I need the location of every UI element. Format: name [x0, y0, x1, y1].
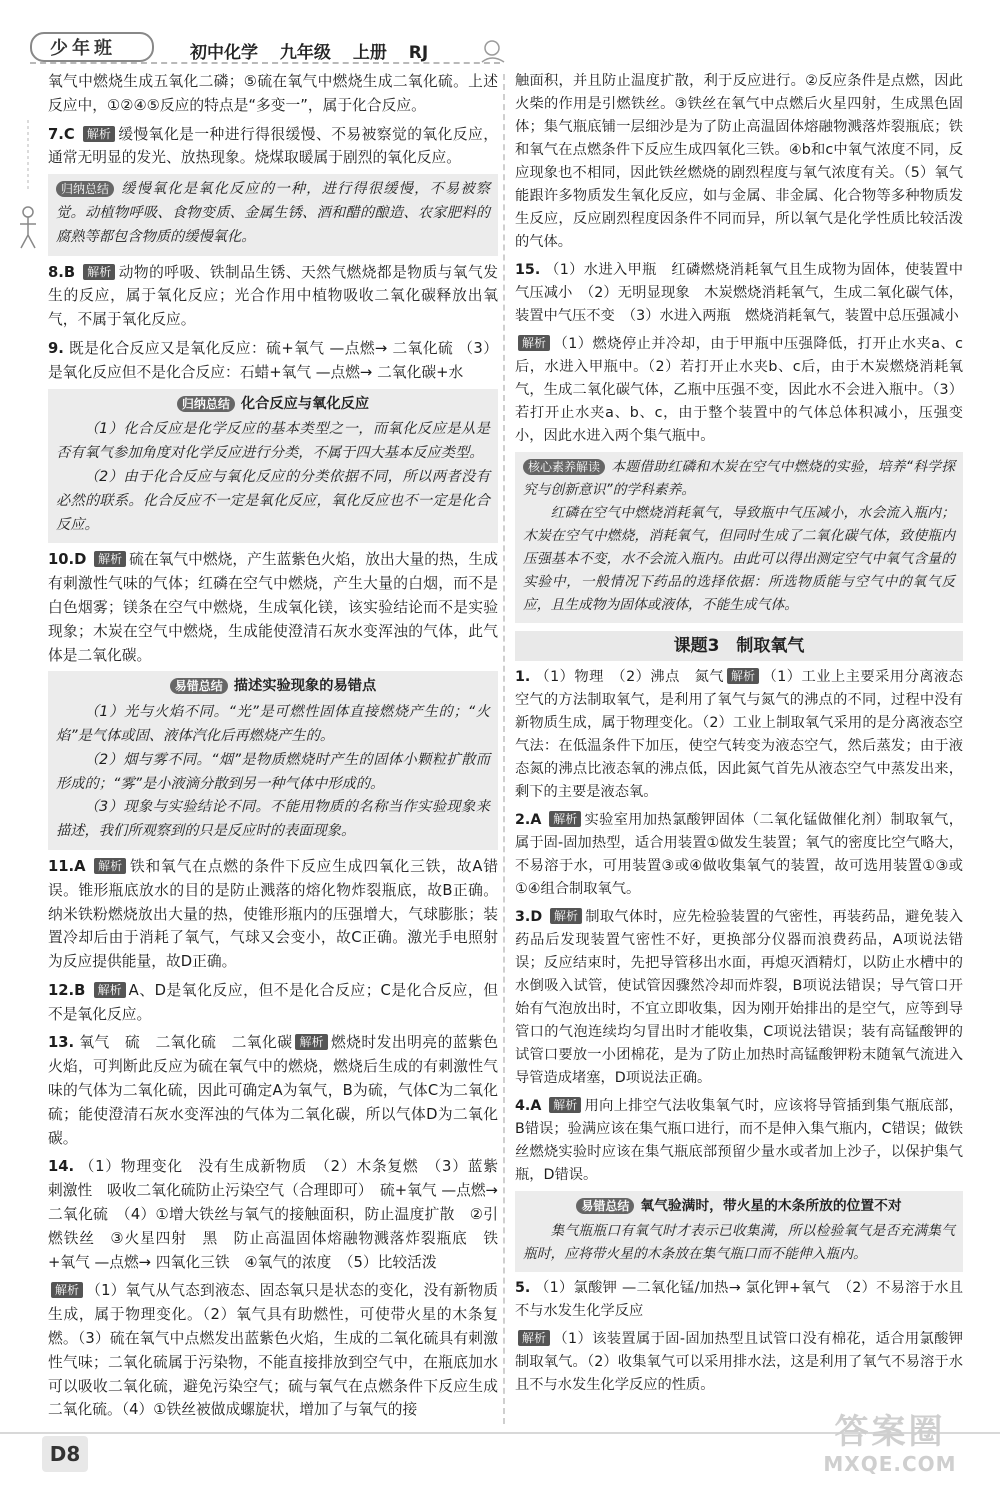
brand-logo-text: 少年班 [50, 38, 116, 59]
question-number: 13. [48, 1034, 75, 1052]
column-divider [503, 74, 505, 1424]
answer-item [48, 337, 498, 385]
summary-paragraph: （2）由于化合反应与氧化反应的分类依据不同，所以两者没有必然的联系。化合反应不一定是氧化反应，氧化反应也不一定是化合反应。 [56, 468, 490, 533]
analysis-tag: 解析 [295, 1034, 327, 1050]
watermark-logo: 答案圈 MXQE.COM [823, 1412, 957, 1476]
answer-item [48, 855, 498, 974]
summary-paragraph [56, 178, 490, 249]
paragraph: 氧气中燃烧生成五氧化二磷；⑤硫在氧气中燃烧生成二氧化硫。上述反应中，①②④⑤反应的特点是“多变一”，属于化合反应。 [48, 73, 498, 114]
question-number: 11.A [48, 857, 86, 875]
answer-item [48, 123, 498, 171]
explanation-text: （1）工业上主要采用分离液态空气的方法制取氧气，是利用了氧气与氮气的沸点的不同，过程中没有新物质生成，属于物理变化。（2）工业上制取氧气采用的是分离液态空气法：在低温条件下加压，使空气转变为液态空气，然后蒸发；由于液态氮的沸点比液态氧的沸点低，因此氮气首先从液态空气中蒸发出来，剩下的主要是液态氧。 [515, 669, 963, 800]
page-number: D8 [42, 1436, 88, 1472]
summary-tag: 易错总结 [170, 678, 228, 694]
question-number: 10.D [48, 551, 87, 569]
grade-label: 九年级 [279, 43, 331, 63]
answer-item [515, 333, 963, 448]
answer-item [515, 1095, 963, 1187]
analysis-tag: 解析 [83, 126, 115, 142]
left-column [48, 70, 513, 1422]
analysis-tag: 解析 [518, 335, 550, 351]
question-number: 5. [515, 1280, 531, 1296]
summary-paragraph: （2）烟与雾不同。“烟”是物质燃烧时产生的固体小颗粒扩散而形成的；“雾”是小液滴分散到另一种气体中形成的。 [56, 751, 490, 792]
explanation-text: （1）水进入甲瓶 红磷燃烧消耗氧气且生成物为固体，使装置中气压减小 （2）无明显现象 木炭燃烧消耗氧气，生成二氧化碳气体，装置中气压不变 （3）水进入两瓶 燃烧消耗氧气，装置中总压强减小 [515, 262, 963, 324]
analysis-tag: 解析 [518, 1330, 550, 1346]
answer-item [48, 261, 498, 332]
analysis-tag: 解析 [94, 982, 126, 998]
question-number: 14. [48, 1158, 75, 1176]
question-number: 12.B [48, 981, 86, 999]
summary-paragraph: 集气瓶瓶口有氧气时才表示已收集满，所以检验氧气是否充满集气瓶时，应将带火星的木条放在集气瓶口而不能伸入瓶内。 [523, 1223, 955, 1262]
summary-paragraph: 红磷在空气中燃烧消耗氧气，导致瓶中气压减小，水会流入瓶内；木炭在空气中燃烧，消耗氧气，但同时生成了二氧化碳气体，致使瓶内压强基本不变，水不会流入瓶内。由此可以得出测定空气中氧气含量的实验中，一般情况下药品的选择依据：所选物质能与空气中的氧气反应，且生成物为固体或液体，不能生成气体。 [523, 505, 955, 613]
summary-box [515, 452, 963, 623]
explanation-text: 用向上排空气法收集氧气时，应该将导管插到集气瓶底部，B错误；验满应该在集气瓶口进行，而不是伸入集气瓶内，C错误；做铁丝燃烧实验时应该在集气瓶底部预留少量水或者加上沙子，以保护集气瓶，D错误。 [515, 1098, 963, 1183]
summary-heading: 氧气验满时，带火星的木条所放的位置不对 [640, 1198, 902, 1214]
analysis-tag: 解析 [94, 858, 126, 874]
explanation-text: （1）燃烧停止并冷却，由于甲瓶中压强降低，打开止水夹a、c后，水进入甲瓶中。（2）若打开止水夹b、c后，由于木炭燃烧消耗氧气，生成二氧化碳气体，乙瓶中压强不变，因此水不会进入瓶中。（3）若打开止水夹a、b、c，由于整个装置中的气体总体积减小，压强变小，因此水进入两个集气瓶中。 [515, 336, 963, 444]
summary-text: 本题借助红磷和木炭在空气中燃烧的实验，培养“科学探究与创新意识”的学科素养。 [523, 459, 955, 498]
answer-item [515, 1328, 963, 1397]
book-meta [190, 38, 444, 63]
summary-paragraph: （3）现象与实验结论不同。不能用物质的名称当作实验现象来描述，我们所观察到的只是反应时的表面现象。 [56, 799, 490, 840]
explanation-text: 缓慢氧化是一种进行得很缓慢、不易被察觉的氧化反应，通常无明显的发光、放热现象。烧煤取暖属于剧烈的氧化反应。 [48, 125, 498, 167]
summary-paragraph: （1）化合反应是化学反应的基本类型之一，而氧化反应是从是否有氧气参加角度对化学反应进行分类，不属于四大基本反应类型。 [56, 421, 490, 462]
subject-label: 初中化学 [190, 43, 258, 63]
answer-item [48, 1031, 498, 1150]
header-divider [30, 62, 500, 64]
answer-item [48, 1279, 498, 1422]
question-number: 1. [515, 669, 531, 685]
explanation-text: 既是化合反应又是氧化反应：硫+氧气 —点燃→ 二氧化硫 （3）是氧化反应但不是化合反应：石蜡+氧气 —点燃→ 二氧化碳+水 [48, 339, 498, 381]
explanation-text: 燃烧时发出明亮的蓝紫色火焰，可判断此反应为硫在氧气中的燃烧，燃烧后生成的有刺激性气味的气体为二氧化硫，因此可确定A为氧气，B为硫，气体C为二氧化硫；能使澄清石灰水变浑浊的气体为二氧化碳，所以气体D为二氧化碳。 [48, 1034, 498, 1147]
page-header [30, 28, 550, 64]
answer-item [515, 259, 963, 328]
summary-paragraph [523, 456, 955, 502]
paragraph: 触面积，并且防止温度扩散，利于反应进行。②反应条件是点燃，因此火柴的作用是引燃铁丝。③铁丝在氧气中点燃后火星四射，生成黑色固体；集气瓶底铺一层细沙是为了防止高温固体熔融物溅落炸裂瓶底；铁和氧气在点燃条件下反应生成四氧化三铁。④b和c中氧气浓度不同，反应现象也不相同，因此铁丝燃烧的剧烈程度与氧气浓度有关。（5）氧气能跟许多物质发生氧化反应，如与金属、非金属、化合物等多种物质发生反应，反应剧烈程度因条件不同而异，所以氧气是化学性质比较活泼的气体。 [515, 73, 963, 250]
explanation-text: （1）氯酸钾 —二氧化锰/加热→ 氯化钾+氧气 （2）不易溶于水且不与水发生化学反应 [515, 1280, 964, 1319]
question-number: 15. [515, 262, 541, 278]
right-column [515, 70, 963, 1397]
answer-text: （1）物理 （2）沸点 氮气 [535, 669, 725, 685]
analysis-tag: 解析 [549, 1097, 581, 1113]
answer-item [515, 1277, 963, 1323]
answer-item [48, 979, 498, 1027]
summary-tag: 核心素养解读 [523, 459, 605, 475]
explanation-text: 硫在氧气中燃烧，产生蓝紫色火焰，放出大量的热，生成有刺激性气味的气体；红磷在空气中燃烧，产生大量的白烟，而不是白色烟雾；镁条在空气中燃烧，生成氧化镁，该实验结论而不是实验现象；木炭在空气中燃烧，生成能使澄清石灰水变浑浊的气体，此气体是二氧化碳。 [48, 551, 498, 664]
summary-box [48, 389, 498, 544]
section-title: 课题3 制取氧气 [515, 631, 963, 661]
summary-tag: 易错总结 [576, 1198, 634, 1214]
volume-label: 上册 [352, 43, 387, 63]
summary-box-header [523, 1195, 955, 1218]
summary-tag: 归纳总结 [177, 396, 235, 412]
summary-box [515, 1191, 963, 1272]
summary-heading: 化合反应与氧化反应 [240, 395, 370, 412]
question-number: 2.A [515, 812, 542, 828]
analysis-tag: 解析 [549, 811, 581, 827]
summary-paragraph: （1）光与火焰不同。“光”是可燃性固体直接燃烧产生的；“火焰”是气体或固、液体汽化后再燃烧产生的。 [56, 704, 490, 744]
explanation-text: A、D是氧化反应，但不是化合反应；C是化合反应，但不是氧化反应。 [48, 981, 498, 1023]
analysis-tag: 解析 [94, 551, 126, 567]
edition-label: RJ [408, 43, 429, 63]
explanation-text: 实验室用加热氯酸钾固体（二氧化锰做催化剂）制取氧气，属于固-固加热型，适合用装置①做发生装置；氧气的密度比空气略大，不易溶于水，可用装置③或④做收集氧气的装置，故可选用装置①③或①④组合制取氧气。 [515, 812, 963, 897]
analysis-tag: 解析 [83, 264, 115, 280]
explanation-text: （1）物理变化 没有生成新物质 （2）木条复燃 （3）蓝紫 刺激性 吸收二氧化硫防止污染空气（合理即可） 硫+氧气 —点燃→ 二氧化硫 （4）①增大铁丝与氧气的接触面积，防止温度扩散 ②引燃铁丝 ③火星四射 黑 防止高温固体熔融物溅落炸裂瓶底 铁+氧气 —点燃→ 四氧化三铁 ④氧气的浓度 （5）比较活泼 [48, 1158, 513, 1271]
summary-box-header [56, 675, 490, 699]
answer-item [48, 548, 498, 667]
summary-box [48, 671, 498, 850]
summary-box-header [56, 393, 490, 417]
summary-box [48, 174, 498, 255]
question-number: 7.C [48, 125, 75, 143]
answer-item [48, 1155, 513, 1274]
analysis-tag: 解析 [550, 908, 582, 924]
question-number: 4.A [515, 1098, 542, 1114]
analysis-tag: 解析 [727, 668, 759, 684]
question-number: 8.B [48, 263, 76, 281]
summary-tag: 归纳总结 [56, 181, 114, 197]
analysis-tag: 解析 [51, 1282, 83, 1298]
summary-text: 缓慢氧化是氧化反应的一种，进行得很缓慢，不易被察觉。动植物呼吸、食物变质、金属生锈、酒和醋的酿造、农家肥料的腐熟等都包含物质的缓慢氧化。 [56, 181, 490, 245]
answer-item [515, 906, 963, 1090]
answer-item [515, 666, 963, 804]
explanation-text: （1）该装置属于固-固加热型且试管口没有棉花，适合用氯酸钾制取氧气。（2）收集氧气可以采用排水法，这是利用了氧气不易溶于水且不与水发生化学反应的性质。 [515, 1331, 963, 1393]
explanation-text: （1）氧气从气态到液态、固态氧只是状态的变化，没有新物质生成，属于物理变化。（2）氧气具有助燃性，可使带火星的木条复燃。（3）硫在氧气中点燃发出蓝紫色火焰，生成的二氧化硫具有刺激性气味；二氧化硫属于污染物，不能直接排放到空气中，在瓶底加水可以吸收二氧化硫，避免污染空气；硫与氧气在点燃条件下反应生成二氧化硫。（4）①铁丝被做成螺旋状，增加了与氧气的接 [48, 1282, 498, 1419]
brand-logo [30, 28, 170, 62]
question-number: 9. [48, 339, 64, 357]
answer-text: 氧气 硫 二氧化硫 二氧化碳 [79, 1034, 293, 1052]
explanation-text: 动物的呼吸、铁制品生锈、天然气燃烧都是物质与氧气发生的反应，属于氧化反应；光合作用中植物吸收二氧化碳释放出氧气，不属于氧化反应。 [48, 263, 498, 329]
summary-heading: 描述实验现象的易错点 [233, 678, 377, 695]
mascot-icon [478, 36, 508, 66]
explanation-text: 制取气体时，应先检验装置的气密性，再装药品，避免装入药品后发现装置气密性不好，更换部分仪器而浪费药品，A项说法错误；反应结束时，先把导管移出水面，再熄灭酒精灯，以防止水槽中的水倒吸入试管，使试管因骤然冷却而炸裂，B项说法错误；导气管口开始有气泡放出时，不宜立即收集，因为刚开始排出的是空气，应等到导管口的气泡连续均匀冒出时才能收集，C项说法错误；装有高锰酸钾的试管口要放一小团棉花，是为了防止加热时高锰酸钾粉末随氧气流进入导管造成堵塞，D项说法正确。 [515, 909, 963, 1086]
answer-item [515, 809, 963, 901]
stick-figure-icon [14, 120, 42, 260]
explanation-text: 铁和氧气在点燃的条件下反应生成四氧化三铁，故A错误。锥形瓶底放水的目的是防止溅落的熔化物炸裂瓶底，故B正确。纳米铁粉燃烧放出大量的热，使锥形瓶内的压强增大，气球膨胀；装置冷却后由于消耗了氧气，气球又会变小，故C正确。激光手电照射为反应提供能量，故D正确。 [48, 857, 498, 971]
question-number: 3.D [515, 909, 543, 925]
